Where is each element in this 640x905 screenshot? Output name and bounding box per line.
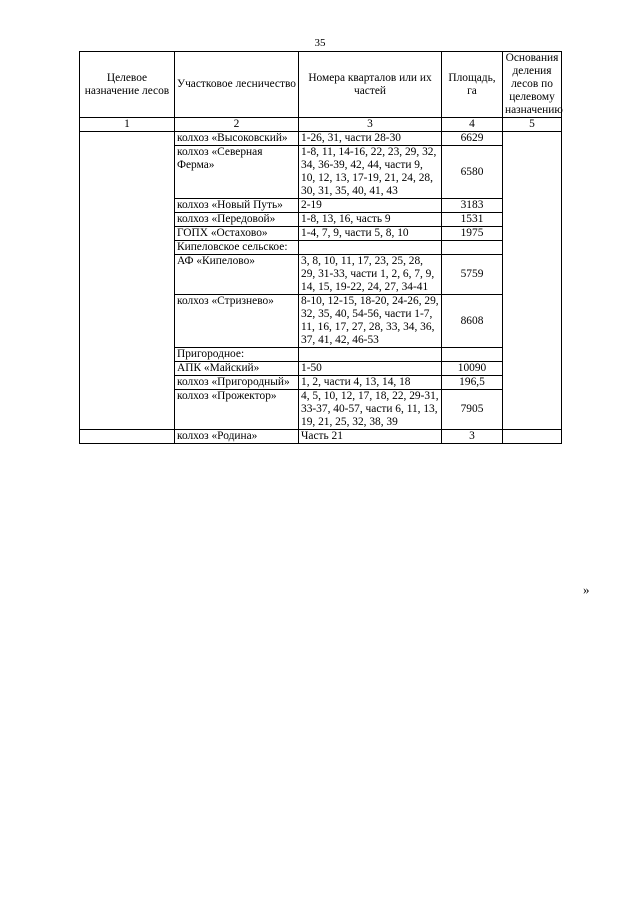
forestry-cell: колхоз «Стризнево» — [175, 295, 299, 348]
area-cell: 10090 — [442, 362, 503, 376]
forestry-cell: колхоз «Прожектор» — [175, 390, 299, 430]
area-cell: 8608 — [442, 295, 503, 348]
area-cell: 3 — [442, 430, 503, 444]
column-number: 5 — [503, 118, 562, 132]
closing-quote-mark: » — [583, 582, 590, 597]
header-basis: Основания деления лесов по целевому назначению — [503, 52, 562, 118]
area-cell — [442, 241, 503, 255]
quarters-cell: 1-8, 11, 14-16, 22, 23, 29, 32, 34, 36-39, 42, 44, части 9, 10, 12, 13, 17-19, 21, 24, 28, 30, 31, 35, 40, 41, 43 — [299, 146, 442, 199]
column-number: 4 — [442, 118, 503, 132]
area-cell: 196,5 — [442, 376, 503, 390]
quarters-cell: 1-4, 7, 9, части 5, 8, 10 — [299, 227, 442, 241]
header-forestry: Участковое лесничество — [175, 52, 299, 118]
forestry-cell: колхоз «Северная Ферма» — [175, 146, 299, 199]
forestry-cell: ГОПХ «Остахово» — [175, 227, 299, 241]
section-heading: Пригородное: — [175, 348, 299, 362]
forest-purpose-table — [79, 51, 562, 444]
quarters-cell: 1-50 — [299, 362, 442, 376]
forestry-cell: колхоз «Родина» — [175, 430, 299, 444]
section-heading: Кипеловское сельское: — [175, 241, 299, 255]
area-cell: 5759 — [442, 255, 503, 295]
column-number: 1 — [80, 118, 175, 132]
forestry-cell: колхоз «Пригородный» — [175, 376, 299, 390]
quarters-cell: 3, 8, 10, 11, 17, 23, 25, 28, 29, 31-33, части 1, 2, 6, 7, 9, 14, 15, 19-22, 24, 27, 34-41 — [299, 255, 442, 295]
forestry-cell: колхоз «Передовой» — [175, 213, 299, 227]
table-row — [80, 430, 562, 444]
quarters-cell — [299, 241, 442, 255]
header-area: Площадь, га — [442, 52, 503, 118]
header-row — [80, 52, 562, 118]
area-cell: 1531 — [442, 213, 503, 227]
quarters-cell — [299, 348, 442, 362]
quarters-cell: 1, 2, части 4, 13, 14, 18 — [299, 376, 442, 390]
column-number-row — [80, 118, 562, 132]
quarters-cell: 1-26, 31, части 28-30 — [299, 132, 442, 146]
forestry-cell: АФ «Кипелово» — [175, 255, 299, 295]
forestry-cell: АПК «Майский» — [175, 362, 299, 376]
quarters-cell: 4, 5, 10, 12, 17, 18, 22, 29-31, 33-37, 40-57, части 6, 11, 13, 19, 21, 25, 32, 38, 39 — [299, 390, 442, 430]
area-cell — [442, 348, 503, 362]
forestry-cell: колхоз «Высоковский» — [175, 132, 299, 146]
column-number: 2 — [175, 118, 299, 132]
quarters-cell: Часть 21 — [299, 430, 442, 444]
purpose-cell — [80, 132, 175, 430]
header-purpose: Целевое назначение лесов — [80, 52, 175, 118]
area-cell: 1975 — [442, 227, 503, 241]
basis-cell — [503, 132, 562, 430]
area-cell: 6580 — [442, 146, 503, 199]
quarters-cell: 2-19 — [299, 199, 442, 213]
page-number: 35 — [314, 37, 326, 49]
area-cell: 6629 — [442, 132, 503, 146]
area-cell: 7905 — [442, 390, 503, 430]
quarters-cell: 8-10, 12-15, 18-20, 24-26, 29, 32, 35, 40, 54-56, части 1-7, 11, 16, 17, 27, 28, 33, 34, 36, 37, 41, 42, 46-53 — [299, 295, 442, 348]
column-number: 3 — [299, 118, 442, 132]
area-cell: 3183 — [442, 199, 503, 213]
purpose-cell — [80, 430, 175, 444]
table-row — [80, 132, 562, 146]
header-quarters: Номера кварталов или их частей — [299, 52, 442, 118]
quarters-cell: 1-8, 13, 16, часть 9 — [299, 213, 442, 227]
basis-cell — [503, 430, 562, 444]
forestry-cell: колхоз «Новый Путь» — [175, 199, 299, 213]
